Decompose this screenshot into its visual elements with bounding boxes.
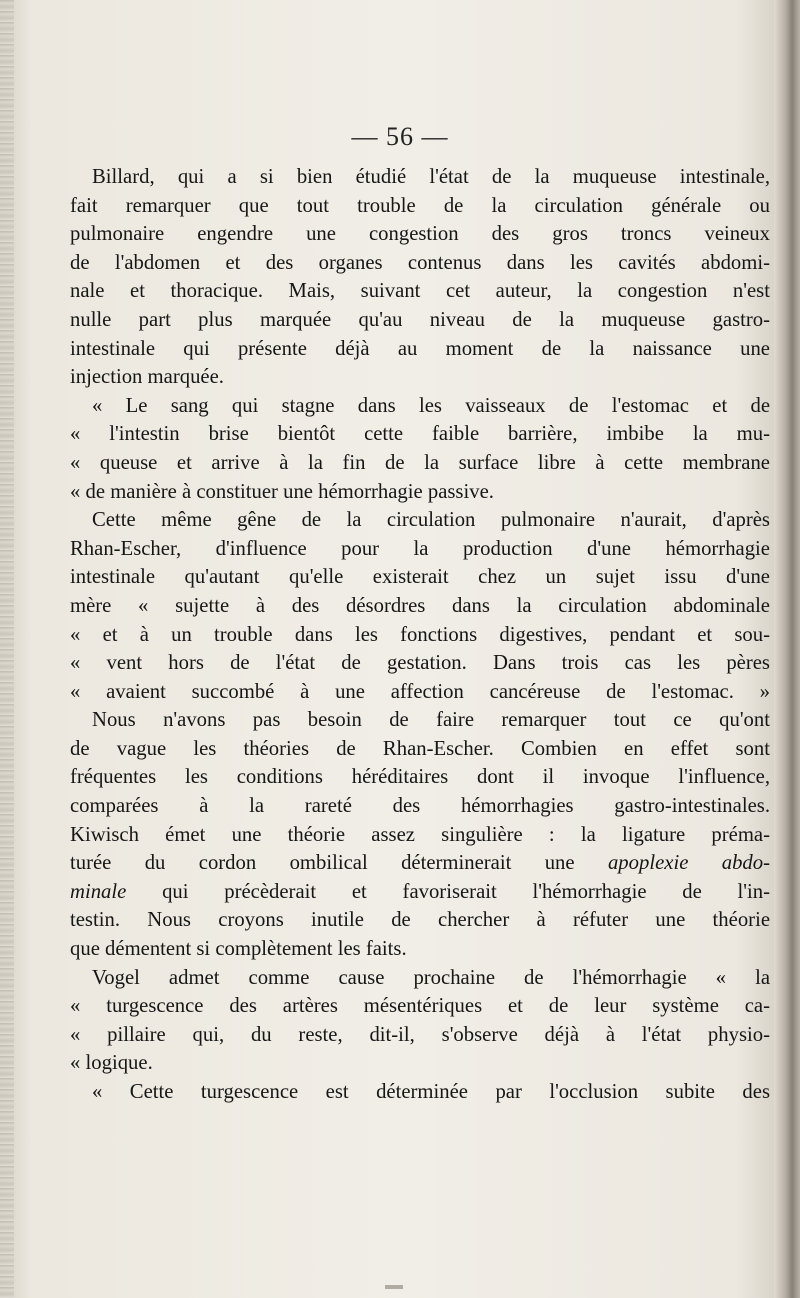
- text-line: « Cette turgescence est déterminée par l'occlusion subite des: [92, 1081, 770, 1103]
- page-left-edge-shadow: [0, 0, 14, 1298]
- text-line: « avaient succombé à une affection cancéreuse de l'estomac. »: [70, 680, 770, 703]
- text-line: fréquentes les conditions héréditaires dont il invoque l'influence,: [70, 766, 770, 789]
- text-line: Billard, qui a si bien étudié l'état de la muqueuse intestinale,: [92, 166, 770, 188]
- text-line: de vague les théories de Rhan-Escher. Combien en effet sont: [70, 737, 770, 760]
- text-line: nulle part plus marquée qu'au niveau de la muqueuse gastro-: [70, 308, 770, 331]
- page-bottom-mark: [385, 1285, 403, 1289]
- text-line: de l'abdomen et des organes contenus dans les cavités abdomi-: [70, 251, 770, 274]
- text-line: [70, 849, 770, 878]
- page-number: — 56 —: [351, 122, 449, 151]
- text-line: que démentent si complètement les faits.: [70, 938, 407, 961]
- page-right-edge-shadow: [774, 0, 800, 1298]
- text-line: injection marquée.: [70, 366, 224, 389]
- body-text: [70, 163, 770, 1107]
- text-line: [70, 878, 770, 907]
- text-line: « Le sang qui stagne dans les vaisseaux de l'estomac et de: [92, 394, 770, 417]
- text-line: « vent hors de l'état de gestation. Dans trois cas les pères: [70, 652, 770, 675]
- text-line: nale et thoracique. Mais, suivant cet auteur, la congestion n'est: [70, 280, 770, 303]
- text-line: « et à un trouble dans les fonctions digestives, pendant et sou-: [70, 623, 770, 646]
- text-line: mère « sujette à des désordres dans la circulation abdominale: [70, 594, 770, 617]
- text-run: qui précèderait et favoriserait l'hémorrhagie de l'in-: [126, 880, 770, 903]
- text-line: Rhan-Escher, d'influence pour la production d'une hémorrhagie: [70, 537, 770, 560]
- text-line: intestinale qu'autant qu'elle existerait chez un sujet issu d'une: [70, 566, 770, 589]
- italic-text-run: apoplexie abdo-: [607, 852, 770, 875]
- text-line: Nous n'avons pas besoin de faire remarquer tout ce qu'ont: [92, 709, 770, 732]
- text-line: intestinale qui présente déjà au moment de la naissance une: [70, 337, 770, 360]
- text-line: Vogel admet comme cause prochaine de l'hémorrhagie « la: [92, 966, 770, 989]
- text-line: « logique.: [70, 1052, 153, 1075]
- text-line: « l'intestin brise bientôt cette faible barrière, imbibe la mu-: [70, 423, 770, 446]
- text-line: « queuse et arrive à la fin de la surface libre à cette membrane: [70, 451, 770, 474]
- italic-text-run: minale: [70, 880, 127, 903]
- text-line: comparées à la rareté des hémorrhagies gastro-intestinales.: [70, 795, 770, 818]
- text-line: pulmonaire engendre une congestion des gros troncs veineux: [70, 223, 770, 246]
- text-line: « de manière à constituer une hémorrhagie passive.: [70, 480, 494, 503]
- text-line: « turgescence des artères mésentériques et de leur système ca-: [70, 995, 770, 1018]
- text-line: Cette même gêne de la circulation pulmonaire n'aurait, d'après: [92, 509, 770, 532]
- text-line: Kiwisch émet une théorie assez singulière : la ligature préma-: [70, 823, 770, 846]
- text-line: « pillaire qui, du reste, dit-il, s'observe déjà à l'état physio-: [70, 1023, 770, 1046]
- text-line: testin. Nous croyons inutile de chercher à réfuter une théorie: [70, 909, 770, 932]
- text-line: fait remarquer que tout trouble de la circulation générale ou: [70, 194, 770, 217]
- text-run: turée du cordon ombilical déterminerait une: [70, 852, 608, 875]
